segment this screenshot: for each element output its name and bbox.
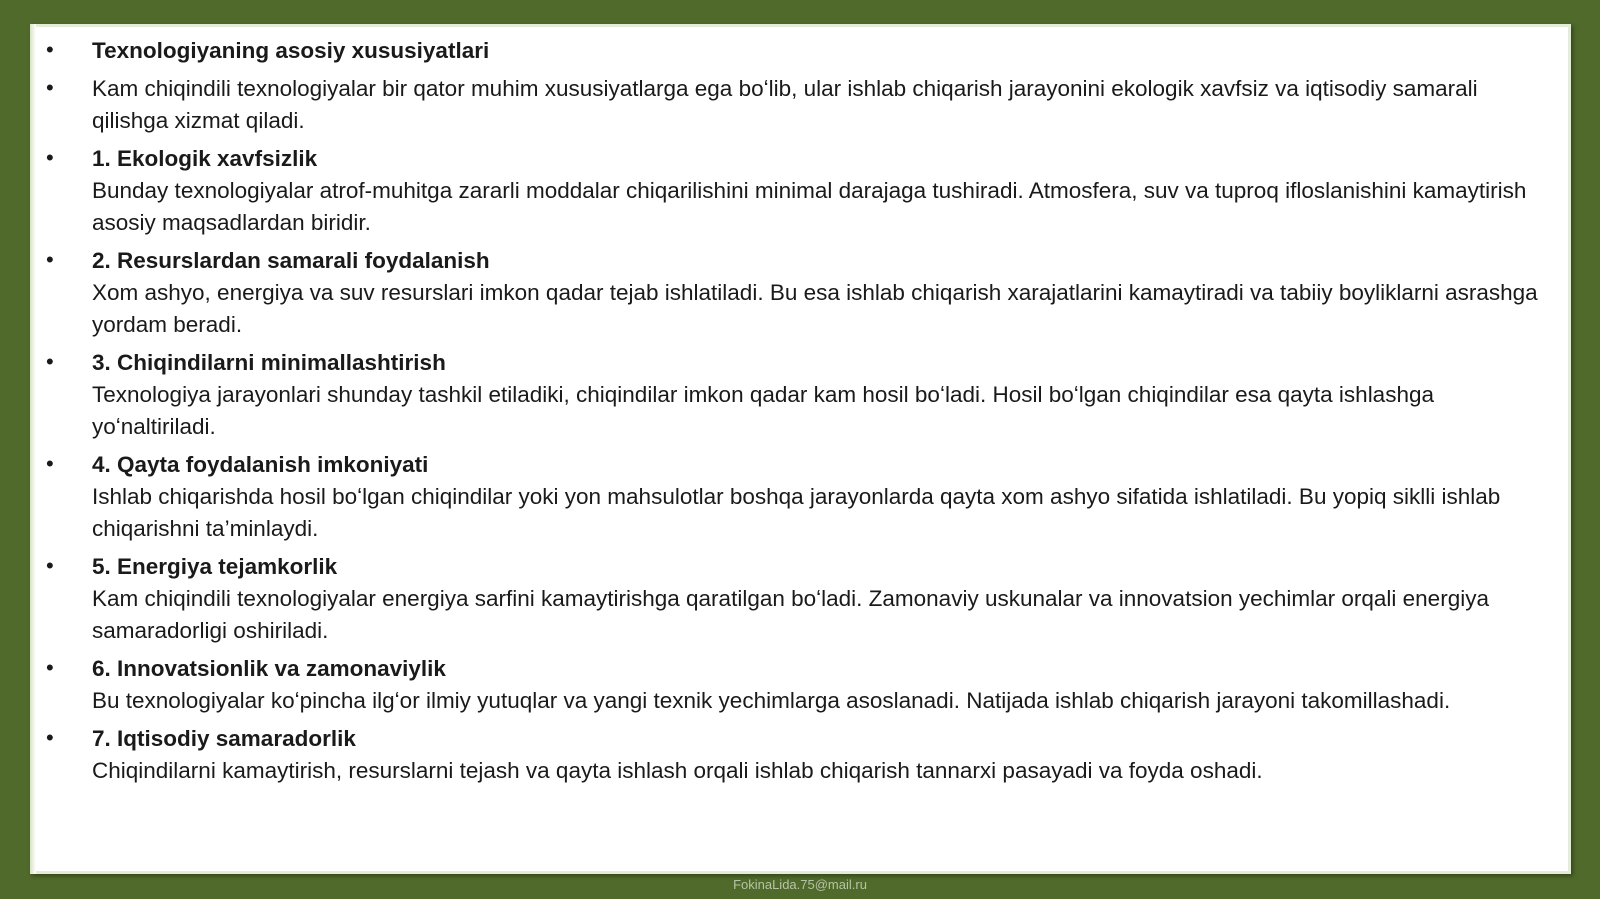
item-text: Ishlab chiqarishda hosil boʻlgan chiqindilar yoki yon mahsulotlar boshqa jarayonlarda qayta xom ashyo sifatida ishlatiladi. Bu yopiq siklli ishlab chiqarishni ta’minlaydi. [92, 484, 1501, 541]
item-title: 3. Chiqindilarni minimallashtirish [92, 350, 446, 375]
item-title: 1. Ekologik xavfsizlik [92, 146, 318, 171]
bullet-icon: • [46, 75, 54, 100]
slide-content-area [30, 24, 1571, 874]
list-item [30, 551, 1560, 647]
list-item [30, 449, 1560, 545]
footer-email: FokinaLida.75@mail.ru [733, 877, 867, 892]
bullet-icon: • [46, 451, 54, 476]
list-item [30, 35, 1560, 67]
bullet-icon: • [46, 247, 54, 272]
bullet-icon: • [46, 349, 54, 374]
bullet-icon: • [46, 725, 54, 750]
item-title: Texnologiyaning asosiy xususiyatlari [92, 38, 490, 63]
list-item [30, 653, 1560, 717]
item-text: Bunday texnologiyalar atrof-muhitga zararli moddalar chiqarilishini minimal darajaga tushiradi. Atmosfera, suv va tuproq ifloslanishini kamaytirish asosiy maqsadlardan biridir. [92, 178, 1527, 235]
item-title: 7. Iqtisodiy samaradorlik [92, 726, 356, 751]
item-title: 5. Energiya tejamkorlik [92, 554, 338, 579]
item-text: Bu texnologiyalar koʻpincha ilgʻor ilmiy yutuqlar va yangi texnik yechimlarga asoslanadi. Natijada ishlab chiqarish jarayoni takomillashadi. [92, 688, 1451, 713]
list-item [30, 723, 1560, 787]
item-text: Chiqindilarni kamaytirish, resurslarni tejash va qayta ishlash orqali ishlab chiqarish tannarxi pasayadi va foyda oshadi. [92, 758, 1263, 783]
bullet-icon: • [46, 553, 54, 578]
item-text: Kam chiqindili texnologiyalar energiya sarfini kamaytirishga qaratilgan boʻladi. Zamonaviy uskunalar va innovatsion yechimlar orqali energiya samaradorligi oshiriladi. [92, 586, 1489, 643]
item-title: 6. Innovatsionlik va zamonaviylik [92, 656, 446, 681]
bullet-list [30, 35, 1560, 793]
list-item [30, 347, 1560, 443]
item-text: Xom ashyo, energiya va suv resurslari imkon qadar tejab ishlatiladi. Bu esa ishlab chiqarish xarajatlarini kamaytiradi va tabiiy boyliklarni asrashga yordam beradi. [92, 280, 1538, 337]
bullet-icon: • [46, 37, 54, 62]
item-text: Kam chiqindili texnologiyalar bir qator muhim xususiyatlarga ega boʻlib, ular ishlab chiqarish jarayonini ekologik xavfsiz va iqtisodiy samarali qilishga xizmat qiladi. [92, 76, 1478, 133]
item-text: Texnologiya jarayonlari shunday tashkil etiladiki, chiqindilar imkon qadar kam hosil boʻladi. Hosil boʻlgan chiqindilar esa qayta ishlashga yoʻnaltiriladi. [92, 382, 1434, 439]
list-item [30, 143, 1560, 239]
bullet-icon: • [46, 145, 54, 170]
bullet-icon: • [46, 655, 54, 680]
list-item [30, 245, 1560, 341]
list-item [30, 73, 1560, 137]
item-title: 2. Resurslardan samarali foydalanish [92, 248, 490, 273]
item-title: 4. Qayta foydalanish imkoniyati [92, 452, 429, 477]
